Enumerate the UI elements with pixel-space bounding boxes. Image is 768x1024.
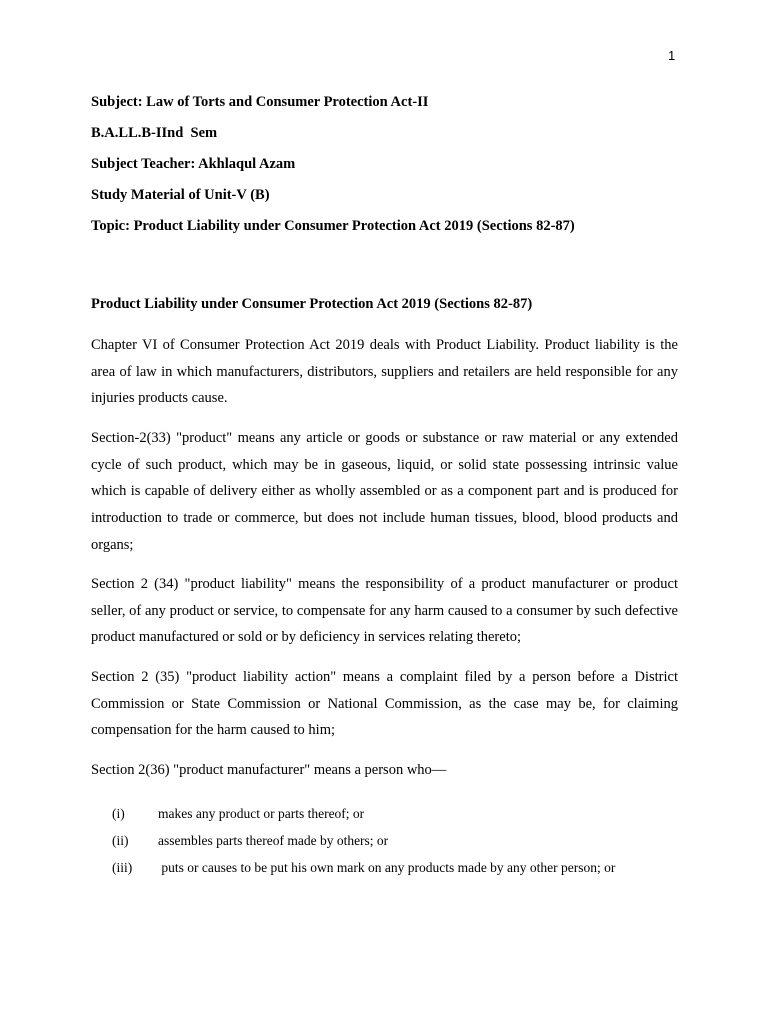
topic-line: Topic: Product Liability under Consumer Protection Act 2019 (Sections 82-87) [91, 218, 575, 234]
paragraph-section-2-33: Section-2(33) "product" means any article or goods or substance or raw material or any extended cycle of such product, which may be in gaseous, liquid, or solid state possessing intrinsic value which is capable of delivery either as wholly assembled or as a component part and is produced for introduction to trade or commerce, but does not include human tissues, blood, blood products and organs; [91, 430, 678, 553]
manufacturer-definition-list [112, 800, 692, 881]
document-header [91, 92, 691, 247]
course-line: B.A.LL.B-IInd Sem [91, 125, 218, 141]
section-heading: Product Liability under Consumer Protection Act 2019 (Sections 82-87) [91, 296, 533, 312]
paragraph-section-2-35: Section 2 (35) "product liability action" means a complaint filed by a person before a District Commission or State Commission or National Commission, as the case may be, for claiming compensation for the harm caused to him; [91, 669, 678, 739]
list-item-text: puts or causes to be put his own mark on any products made by any other person; or [158, 860, 616, 875]
material-line: Study Material of Unit-V (B) [91, 187, 270, 203]
paragraph-section-2-36: Section 2(36) "product manufacturer" means a person who— [91, 762, 447, 778]
list-item-text: assembles parts thereof made by others; or [158, 833, 389, 848]
list-marker: (i) [112, 806, 125, 821]
list-marker: (iii) [112, 860, 133, 875]
subject-line: Subject: Law of Torts and Consumer Protection Act-II [91, 94, 429, 110]
teacher-line: Subject Teacher: Akhlaqul Azam [91, 156, 296, 172]
page-number: 1 [668, 48, 676, 63]
list-item [112, 800, 692, 827]
paragraph-section-2-34: Section 2 (34) "product liability" means the responsibility of a product manufacturer or product seller, of any product or service, to compensate for any harm caused to a consumer by such defective product manufactured or sold or by deficiency in services relating thereto; [91, 576, 678, 646]
list-item-text: makes any product or parts thereof; or [158, 806, 365, 821]
paragraph-chapter-vi: Chapter VI of Consumer Protection Act 2019 deals with Product Liability. Product liability is the area of law in which manufacturers, distributors, suppliers and retailers are held responsible for any injuries products cause. [91, 337, 678, 407]
list-marker: (ii) [112, 833, 129, 848]
list-item [112, 827, 692, 854]
list-item [112, 854, 692, 881]
